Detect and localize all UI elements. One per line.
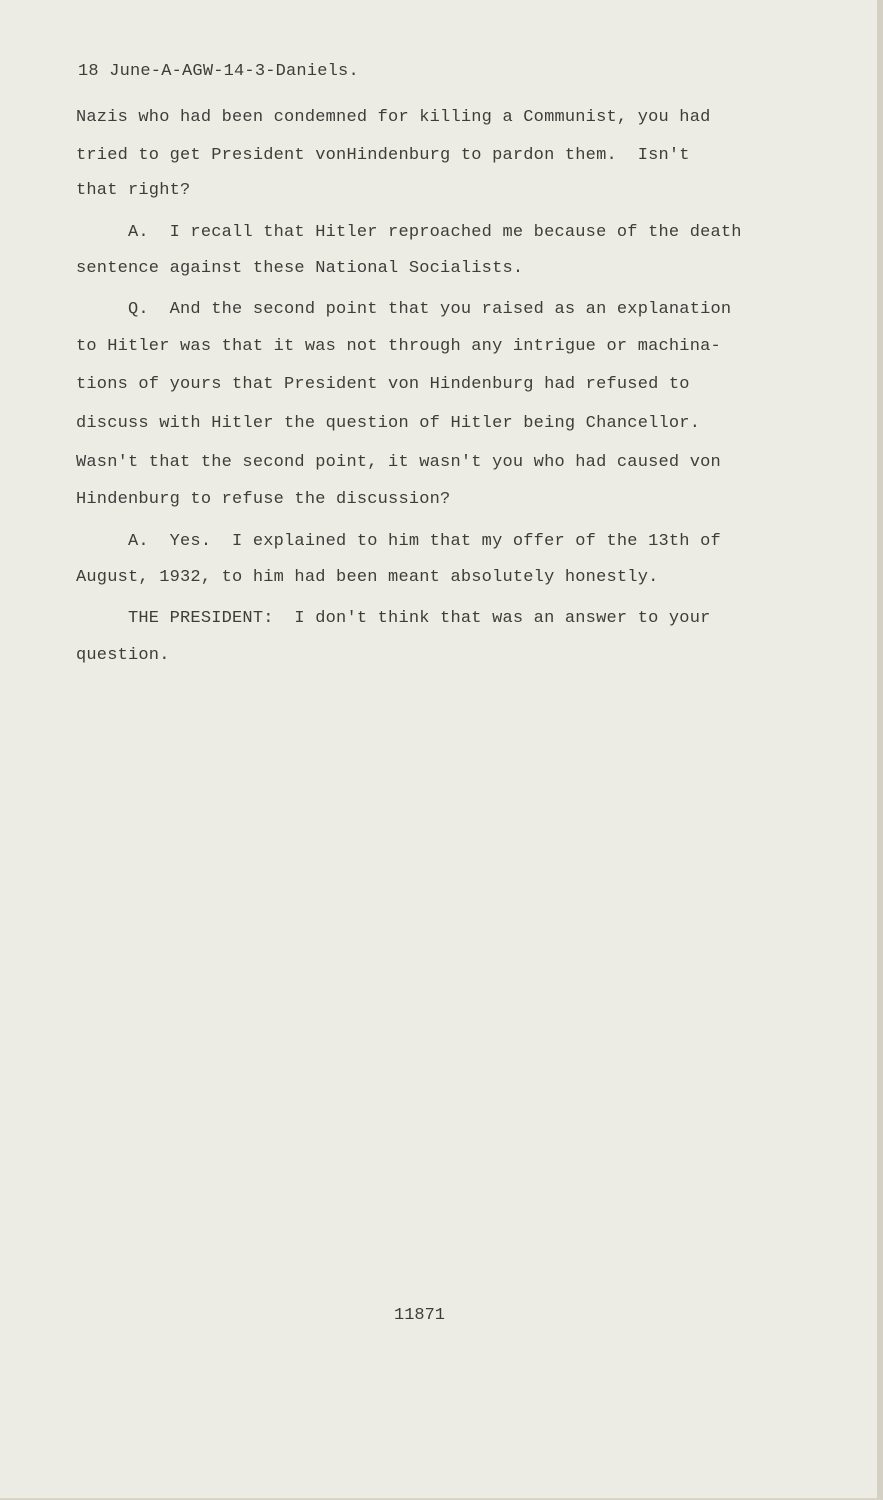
document-header: 18 June-A-AGW-14-3-Daniels. xyxy=(78,62,359,81)
page-number: 11871 xyxy=(394,1306,446,1325)
transcript-line: Wasn't that the second point, it wasn't you who had caused von xyxy=(76,453,721,472)
transcript-line: August, 1932, to him had been meant absolutely honestly. xyxy=(76,568,659,587)
transcript-line: Hindenburg to refuse the discussion? xyxy=(76,490,451,509)
transcript-line: A. Yes. I explained to him that my offer of the 13th of xyxy=(76,532,721,551)
transcript-line: question. xyxy=(76,646,170,665)
transcript-line: to Hitler was that it was not through any intrigue or machina- xyxy=(76,337,721,356)
transcript-line: tions of yours that President von Hindenburg had refused to xyxy=(76,375,690,394)
transcript-line: A. I recall that Hitler reproached me because of the death xyxy=(76,223,742,242)
transcript-line: Nazis who had been condemned for killing a Communist, you had xyxy=(76,108,711,127)
transcript-line: sentence against these National Socialists. xyxy=(76,259,524,278)
transcript-line: THE PRESIDENT: I don't think that was an answer to your xyxy=(76,609,711,628)
transcript-line: Q. And the second point that you raised as an explanation xyxy=(76,300,732,319)
transcript-line: tried to get President vonHindenburg to pardon them. Isn't xyxy=(76,146,690,165)
transcript-line: discuss with Hitler the question of Hitler being Chancellor. xyxy=(76,414,701,433)
transcript-line: that right? xyxy=(76,181,191,200)
